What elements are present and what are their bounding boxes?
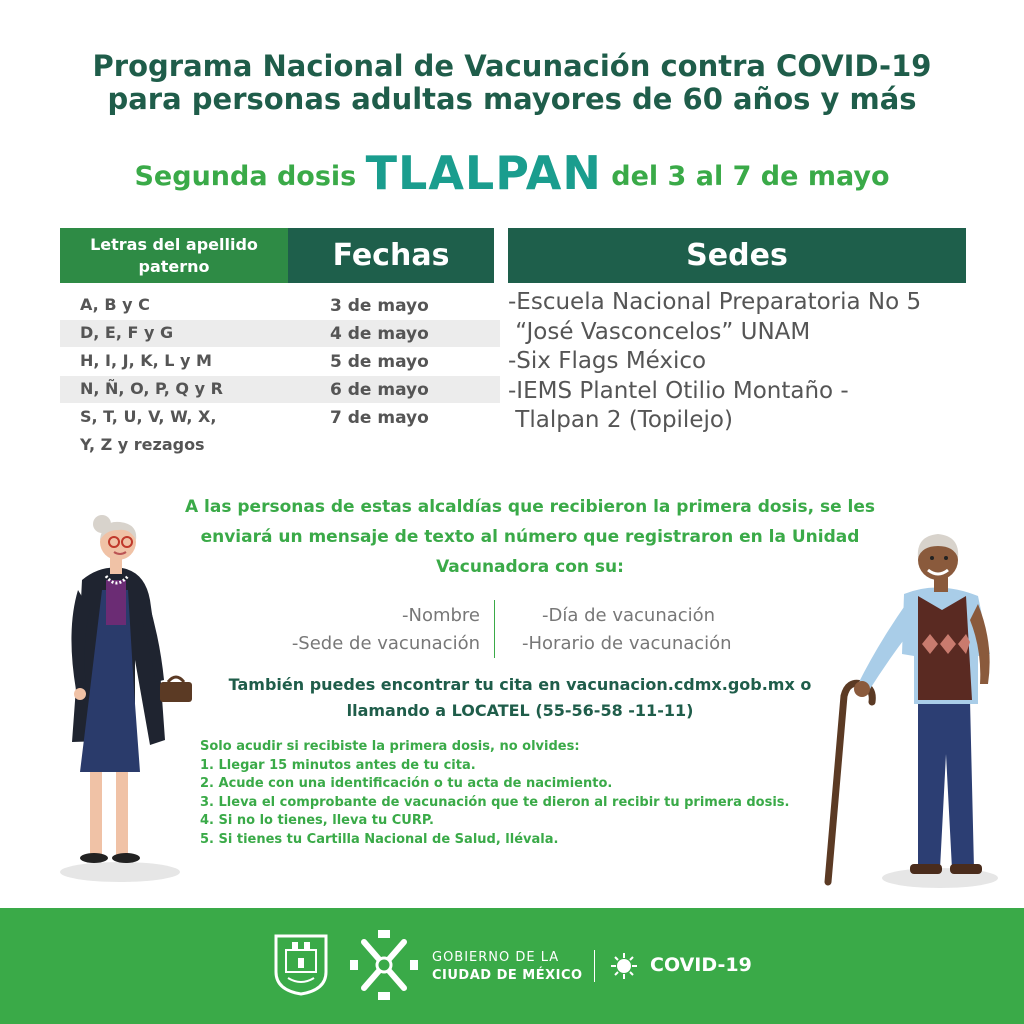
note-item: 4. Si no lo tienes, lleva tu CURP. bbox=[200, 813, 434, 828]
note-item: 5. Si tienes tu Cartilla Nacional de Salud, llévala. bbox=[200, 831, 559, 847]
page-title-line-1: Programa Nacional de Vacunación contra COVID-19 bbox=[92, 49, 932, 83]
header-letters-line1: Letras del apellido bbox=[90, 234, 258, 254]
footer bbox=[0, 908, 1024, 1024]
page-title-line-2: para personas adultas mayores de 60 años y más bbox=[107, 82, 917, 116]
gov-name-line2: CIUDAD DE MÉXICO bbox=[432, 968, 583, 983]
site-line: “José Vasconcelos” UNAM bbox=[508, 318, 811, 345]
elderly-woman-illustration bbox=[50, 510, 200, 890]
site-line: -Six Flags México bbox=[508, 348, 707, 374]
footer-divider bbox=[594, 950, 595, 982]
note-heading: Solo acudir si recibiste la primera dosis, no olvides: bbox=[200, 739, 580, 754]
notes-list bbox=[200, 738, 840, 849]
row-letters: H, I, J, K, L y M bbox=[80, 351, 212, 370]
virus-icon bbox=[610, 952, 638, 980]
header-letters-line2: paterno bbox=[138, 256, 210, 276]
row-date: 7 de mayo bbox=[330, 408, 429, 428]
info-item: -Nombre bbox=[401, 605, 480, 626]
info-item: -Horario de vacunación bbox=[522, 633, 732, 654]
info-item: -Sede de vacunación bbox=[291, 633, 480, 654]
row-date: 6 de mayo bbox=[330, 380, 429, 400]
header-dates: Fechas bbox=[288, 228, 494, 283]
subtitle-prefix: Segunda dosis bbox=[134, 161, 357, 192]
info-left bbox=[260, 602, 480, 658]
row-letters: S, T, U, V, W, X, bbox=[80, 407, 217, 426]
subtitle bbox=[0, 146, 1024, 200]
sites-list bbox=[508, 288, 978, 436]
appointment-line: llamando a LOCATEL (55-56-58 -11-11) bbox=[346, 701, 694, 720]
covid-label: COVID-19 bbox=[650, 954, 752, 976]
note-item: 2. Acude con una identificación o tu acta de nacimiento. bbox=[200, 776, 613, 791]
info-right bbox=[512, 602, 772, 658]
sms-message-line: enviará un mensaje de texto al número que registraron en la Unidad bbox=[200, 527, 860, 547]
row-letters: D, E, F y G bbox=[80, 323, 174, 342]
divider bbox=[494, 600, 495, 658]
header-sites: Sedes bbox=[508, 228, 966, 283]
info-item: -Día de vacunación bbox=[542, 605, 716, 626]
appointment-text bbox=[200, 672, 840, 724]
row-date: 4 de mayo bbox=[330, 324, 429, 344]
cdmx-logo-icon bbox=[350, 928, 418, 1002]
gov-name-line1: GOBIERNO DE LA bbox=[432, 950, 560, 965]
row-letters: N, Ñ, O, P, Q y R bbox=[80, 379, 223, 398]
row-letters: A, B y C bbox=[80, 295, 150, 314]
sms-message-line: Vacunadora con su: bbox=[436, 557, 624, 577]
note-item: 1. Llegar 15 minutos antes de tu cita. bbox=[200, 757, 476, 773]
sms-message bbox=[170, 492, 890, 582]
subtitle-suffix: del 3 al 7 de mayo bbox=[611, 161, 890, 192]
site-line: -IEMS Plantel Otilio Montaño - bbox=[508, 377, 849, 404]
sms-message-line: A las personas de estas alcaldías que recibieron la primera dosis, se les bbox=[184, 497, 876, 517]
row-date: 5 de mayo bbox=[330, 352, 429, 372]
elderly-man-illustration bbox=[818, 524, 1008, 896]
site-line: -Escuela Nacional Preparatoria No 5 bbox=[508, 289, 922, 315]
row-date: 3 de mayo bbox=[330, 296, 429, 316]
header-letters bbox=[60, 228, 288, 283]
site-line: Tlalpan 2 (Topilejo) bbox=[508, 407, 733, 433]
appointment-line: También puedes encontrar tu cita en vacunacion.cdmx.gob.mx o bbox=[228, 675, 812, 694]
subtitle-place: TLALPAN bbox=[365, 146, 602, 200]
row-letters: Y, Z y rezagos bbox=[80, 435, 205, 454]
note-item: 3. Lleva el comprobante de vacunación que te dieron al recibir tu primera dosis. bbox=[200, 794, 790, 810]
coat-of-arms-icon bbox=[272, 932, 330, 998]
